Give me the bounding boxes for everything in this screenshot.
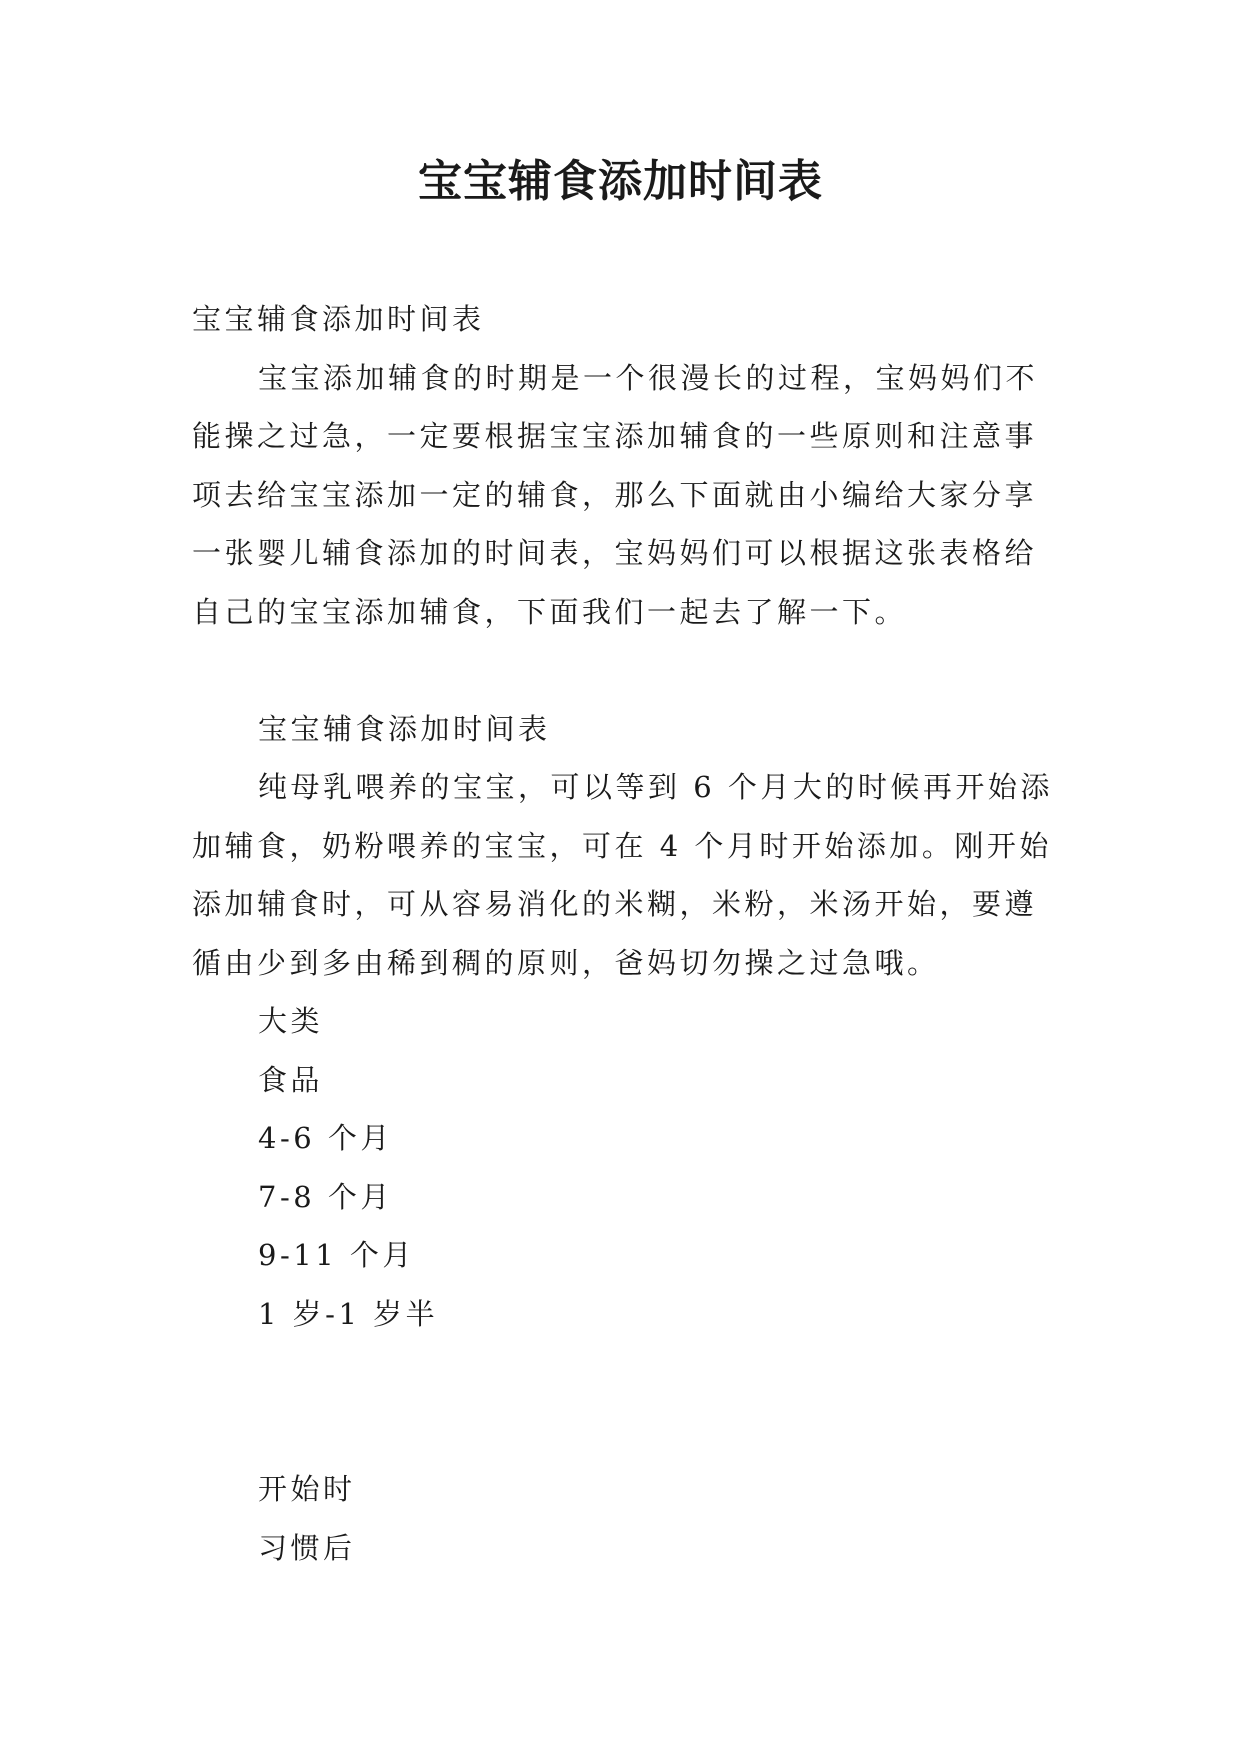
intro-paragraph: 宝宝添加辅食的时期是一个很漫长的过程，宝妈妈们不能操之过急，一定要根据宝宝添加辅食的一些原则和注意事项去给宝宝添加一定的辅食，那么下面就由小编给大家分享一张婴儿辅食添加的时间表，宝妈妈们可以根据这张表格给自己的宝宝添加辅食，下面我们一起去了解一下。: [192, 360, 1039, 629]
table-header-7-8-months: 7-8 个月: [258, 1179, 393, 1214]
stage-label-accustomed: 习惯后: [258, 1530, 356, 1565]
document-body: [192, 290, 1057, 1577]
table-header-9-11-months: 9-11 个月: [258, 1238, 415, 1272]
body-paragraph: 纯母乳喂养的宝宝，可以等到 6 个月大的时候再开始添加辅食，奶粉喂养的宝宝，可在 4 个月时开始添加。刚开始添加辅食时，可从容易消化的米糊，米粉，米汤开始，要遵循由少到多由稀到稠的原则，爸妈切勿操之过急哦。: [192, 770, 1053, 980]
table-header-1-1.5-years: 1 岁-1 岁半: [258, 1296, 439, 1331]
stage-label-start: 开始时: [258, 1472, 356, 1506]
table-header-4-6-months: 4-6 个月: [258, 1121, 393, 1155]
table-header-food: 食品: [258, 1062, 324, 1097]
document-title: 宝宝辅食添加时间表: [418, 156, 823, 207]
section-heading: 宝宝辅食添加时间表: [192, 302, 485, 336]
table-header-category: 大类: [258, 1004, 324, 1038]
subheading: 宝宝辅食添加时间表: [258, 711, 551, 746]
